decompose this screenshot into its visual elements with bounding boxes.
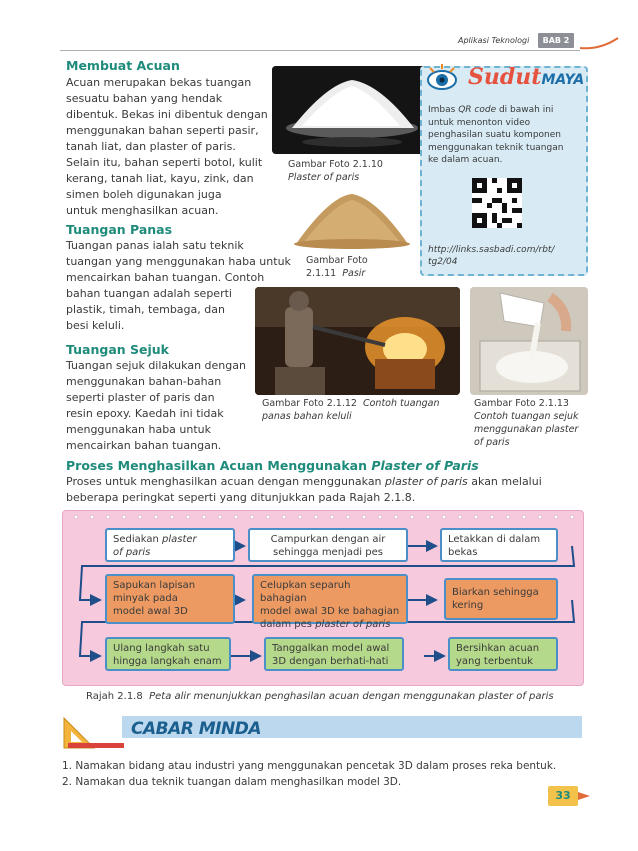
flow-step-2: Campurkan dengan air sehingga menjadi pes — [248, 528, 408, 562]
flow-step-5: Celupkan separuh bahagian model awal 3D ke bahagian dalam pes plaster of paris — [252, 574, 408, 624]
flow-step-6: Biarkan sehingga kering — [444, 578, 558, 620]
set-square-icon — [64, 718, 124, 748]
section-text-sejuk: Tuangan sejuk dilakukan dengan menggunakan bahan-bahan seperti plaster of paris dan resin epoxy. Kaedah ini tidak menggunakan haba untuk mencairkan bahan tuangan. — [66, 359, 246, 452]
section-title-panas: Tuangan Panas — [66, 222, 173, 237]
question-item: 1. Namakan bidang atau industri yang menggunakan pencetak 3D dalam proses reka bentuk. — [62, 760, 557, 772]
plaster-of-paris-photo — [272, 66, 432, 154]
flow-step-3: Letakkan di dalam bekas — [440, 528, 558, 562]
flow-step-8: Tanggalkan model awal 3D dengan berhati-hati — [264, 637, 404, 671]
hot-casting-photo — [255, 287, 460, 395]
section-title-sejuk: Tuangan Sejuk — [66, 342, 169, 357]
cold-casting-photo — [470, 287, 588, 395]
cabar-minda-questions — [62, 758, 556, 790]
sudut-maya-link[interactable]: http://links.sasbadi.com/rbt/ tg2/04 — [428, 245, 555, 267]
caption-2-1-13: Gambar Foto 2.1.13 Contoh tuangan sejuk menggunakan plaster of paris — [474, 398, 579, 448]
header-swoosh-decoration — [580, 36, 620, 50]
caption-2-1-12: Gambar Foto 2.1.12 Contoh tuangan panas bahan keluli — [262, 398, 440, 422]
section-text-panas: Tuangan panas ialah satu teknik tuangan yang menggunakan haba untuk mencairkan bahan tuangan. Contoh bahan tuangan adalah seperti plastik, timah, tembaga, dan besi keluli. — [66, 239, 291, 332]
header-divider — [60, 50, 580, 51]
flow-step-7: Ulang langkah satu hingga langkah enam — [105, 637, 231, 671]
cabar-minda-title: CABAR MINDA — [131, 719, 261, 739]
section-title-proses: Proses Menghasilkan Acuan Menggunakan Plaster of Paris — [66, 458, 479, 473]
eye-icon — [428, 64, 456, 89]
caption-2-1-11: Gambar Foto 2.1.11 Pasir — [306, 255, 368, 279]
sand-photo — [290, 188, 412, 250]
qr-code-icon[interactable] — [472, 178, 522, 228]
arrow-icon — [578, 790, 592, 802]
chapter-badge: BAB 2 — [538, 33, 574, 48]
caption-2-1-10: Gambar Foto 2.1.10 Plaster of paris — [288, 159, 383, 183]
flow-step-9: Bersihkan acuan yang terbentuk — [448, 637, 558, 671]
flow-step-4: Sapukan lapisan minyak pada model awal 3D — [105, 574, 235, 624]
page-number: 33 — [548, 786, 578, 806]
question-item: 2. Namakan dua teknik tuangan dalam menghasilkan model 3D. — [62, 776, 402, 788]
section-text-acuan: Acuan merupakan bekas tuangan sesuatu bahan yang hendak dibentuk. Bekas ini dibentuk dengan menggunakan bahan seperti pasir, tanah liat, dan plaster of paris. Selain itu, bahan seperti botol, kulit kerang, tanah liat, kayu, zink, dan simen boleh digunakan juga untuk menghasilkan acuan. — [66, 76, 268, 217]
section-text-proses: Proses untuk menghasilkan acuan dengan menggunakan plaster of paris akan melalui beberapa peringkat seperti yang ditunjukkan pada Rajah 2.1.8. — [66, 475, 542, 504]
flow-step-1: Sediakan plaster of paris — [105, 528, 235, 562]
sudut-maya-text: Imbas QR code di bawah ini untuk menonton video penghasilan suatu komponen menggunakan teknik tuangan ke dalam acuan. — [428, 105, 564, 165]
chapter-header-label: Aplikasi Teknologi — [458, 36, 530, 45]
flowchart-caption: Rajah 2.1.8 Peta alir menunjukkan penghasilan acuan dengan menggunakan plaster of paris — [86, 691, 554, 702]
section-title-acuan: Membuat Acuan — [66, 58, 180, 73]
sudut-maya-logo-text: SudutMAYA — [468, 64, 585, 90]
